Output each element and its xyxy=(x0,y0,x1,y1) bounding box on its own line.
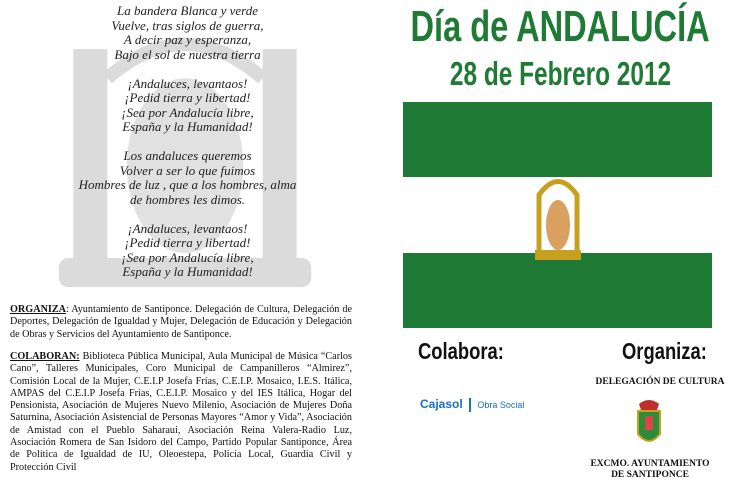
poem-stanza xyxy=(40,222,335,280)
poem-line: A decir paz y esperanza, xyxy=(123,32,252,47)
cover-title: Día de ANDALUCÍA xyxy=(410,2,710,51)
poem-stanza xyxy=(40,4,335,62)
andalusia-flag xyxy=(403,102,712,328)
colaboran-label: COLABORAN: xyxy=(10,351,80,362)
ayuntamiento-line: DE SANTIPONCE xyxy=(611,470,689,480)
poem-line: Volver a ser lo que fuimos xyxy=(119,162,256,178)
organiza-heading: Organiza: xyxy=(622,338,707,364)
colaboran-paragraph xyxy=(10,351,352,474)
sponsor-subtitle: Obra Social xyxy=(477,400,525,410)
cover-title-row xyxy=(380,2,740,52)
poem xyxy=(40,4,335,280)
cajasol-logo xyxy=(420,397,524,412)
poem-line: Los andaluces queremos xyxy=(123,148,252,163)
poem-line: ¡Sea por Andalucía libre, xyxy=(121,104,254,120)
colabora-heading: Colabora: xyxy=(418,338,504,364)
poem-line: ¡Andaluces, levantaos! xyxy=(127,75,248,91)
organiza-paragraph xyxy=(10,304,352,341)
poem-line: ¡Pedid tierra y libertad! xyxy=(124,90,251,105)
poem-line: Hombres de luz , que a los hombres, alma xyxy=(78,177,297,192)
poem-stanza xyxy=(40,77,335,135)
poem-line: España y la Humanidad! xyxy=(122,264,253,279)
logo-divider xyxy=(469,398,471,412)
poem-line: La bandera Blanca y verde xyxy=(116,3,259,18)
poem-line: de hombres les dimos. xyxy=(129,191,246,207)
colaboran-text: Biblioteca Pública Municipal, Aula Municipal de Música “Carlos Cano”, Talleres Municipales, Coro Municipal de Campanilleros “Almirez”, Comisión Local de la Mujer, C.E.I.P Josefa Frías, C.E.I.P. Mosaico, I.E.S. Itálica, AMPAS del C.E.I.P Josefa Frías, C.E.I.P. Mosaico y del IES Itálica, Hogar del Pensionista, Asociación de Mujeres Nuevo Milenio, Asociación de Mujeres Doña Saturnina, Asociación Asistencial de Personas Mayores “Amor y Vida”, Asociación de Amistad con el Pueblo Saharaui, Asociación Reina Valera-Radio Luz, Asociación Romera de San Isidoro del Campo, Partido Popular Santiponce, Área de Política de Igualdad de IU, Oleoestepa, Policía Local, Guardia Civil y Protección Civil xyxy=(10,351,352,473)
cover-date: 28 de Febrero 2012 xyxy=(449,55,671,92)
santiponce-crest-icon xyxy=(635,398,663,448)
poem-line: España y la Humanidad! xyxy=(122,119,253,134)
cover-date-row xyxy=(380,55,740,93)
poem-line: ¡Andaluces, levantaos! xyxy=(127,220,248,236)
poem-line: Vuelve, tras siglos de guerra, xyxy=(111,17,264,33)
poem-line: ¡Pedid tierra y libertad! xyxy=(124,235,251,250)
organiza-label: ORGANIZA xyxy=(10,304,67,315)
poem-stanza xyxy=(40,149,335,207)
poem-line: ¡Sea por Andalucía libre, xyxy=(121,249,254,265)
poem-line: Bajo el sol de nuestra tierra xyxy=(114,46,261,62)
ayuntamiento-name xyxy=(570,459,730,481)
andalusia-coat-of-arms-icon xyxy=(533,170,583,262)
sponsor-name: Cajasol xyxy=(420,397,463,411)
ayuntamiento-line: EXCMO. AYUNTAMIENTO xyxy=(590,459,710,469)
organiza-text: : Ayuntamiento de Santiponce. Delegación de Cultura, Delegación de Deportes, Delegación de Igualdad y Mujer, Delegación de Educación y Delegación de Obras y Servicios del Ayuntamiento de Santiponce. xyxy=(10,304,352,340)
delegacion-cultura: DELEGACIÓN DE CULTURA xyxy=(595,377,725,387)
